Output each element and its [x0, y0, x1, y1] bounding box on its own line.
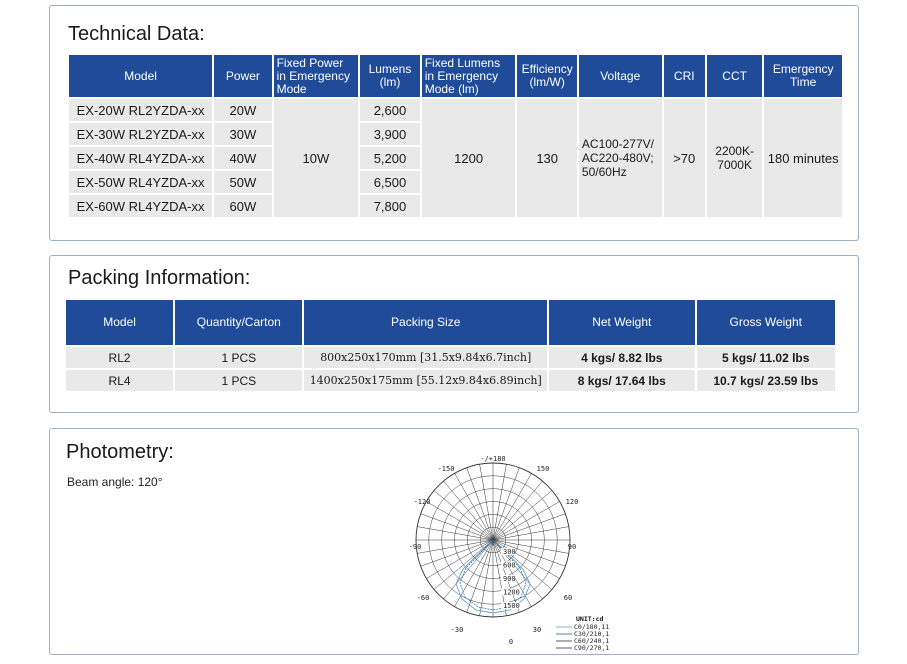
- legend-entry: C60/240,1: [574, 637, 610, 645]
- table-header-row: [66, 300, 835, 345]
- header-fixed-power: Fixed Power in Emergency Mode: [274, 55, 359, 97]
- packing-info-panel: [49, 255, 859, 413]
- model-cell: EX-30W RL2YZDA-xx: [69, 123, 212, 145]
- header-lumens: Lumens (lm): [360, 55, 419, 97]
- cct-cell: 2200K-7000K: [707, 99, 762, 217]
- header-efficiency: Efficiency (lm/W): [517, 55, 576, 97]
- legend-entry: C30/210,1: [574, 630, 610, 638]
- emergency-time-cell: 180 minutes: [764, 99, 842, 217]
- legend-entry: C0/180,11: [574, 623, 610, 631]
- gross-weight-cell: 5 kgs/ 11.02 lbs: [697, 347, 835, 368]
- packing-info-table: [64, 298, 837, 393]
- radial-label: 1500: [503, 602, 520, 610]
- angle-label: 60: [563, 594, 573, 602]
- photometry-title: Photometry:: [66, 441, 174, 463]
- table-row: [66, 370, 835, 391]
- lumens-cell: 5,200: [360, 147, 419, 169]
- packing-size-cell: 800x250x170mm [31.5x9.84x6.7inch]: [304, 347, 547, 368]
- header-packing-size: Packing Size: [304, 300, 547, 345]
- cri-cell: >70: [664, 99, 705, 217]
- header-fixed-lumens: Fixed Lumens in Emergency Mode (lm): [422, 55, 516, 97]
- header-quantity: Quantity/Carton: [175, 300, 302, 345]
- header-power: Power: [214, 55, 271, 97]
- quantity-cell: 1 PCS: [175, 347, 302, 368]
- angle-label: 90: [567, 543, 577, 551]
- fixed-power-cell: 10W: [274, 99, 359, 217]
- model-cell: EX-50W RL4YZDA-xx: [69, 171, 212, 193]
- angle-label: -60: [416, 594, 430, 602]
- technical-data-title: Technical Data:: [68, 23, 205, 45]
- header-emergency-time: Emergency Time: [764, 55, 842, 97]
- angle-label: -120: [413, 498, 431, 506]
- power-cell: 30W: [214, 123, 271, 145]
- power-cell: 50W: [214, 171, 271, 193]
- net-weight-cell: 4 kgs/ 8.82 lbs: [549, 347, 695, 368]
- packing-size-cell: 1400x250x175mm [55.12x9.84x6.89inch]: [304, 370, 547, 391]
- fixed-lumens-cell: 1200: [422, 99, 516, 217]
- quantity-cell: 1 PCS: [175, 370, 302, 391]
- angle-label: -/+180: [480, 455, 506, 463]
- angle-label: 0: [508, 638, 514, 646]
- header-model: Model: [66, 300, 173, 345]
- lumens-cell: 6,500: [360, 171, 419, 193]
- header-voltage: Voltage: [579, 55, 662, 97]
- lumens-cell: 7,800: [360, 195, 419, 217]
- beam-angle-text: Beam angle: 120°: [67, 475, 163, 489]
- angle-label: 30: [532, 626, 542, 634]
- technical-data-panel: [49, 5, 859, 241]
- packing-info-title: Packing Information:: [68, 267, 251, 289]
- gross-weight-cell: 10.7 kgs/ 23.59 lbs: [697, 370, 835, 391]
- header-net-weight: Net Weight: [549, 300, 695, 345]
- power-cell: 40W: [214, 147, 271, 169]
- table-row: [66, 347, 835, 368]
- polar-intensity-diagram: [360, 451, 620, 652]
- header-gross-weight: Gross Weight: [697, 300, 835, 345]
- power-cell: 60W: [214, 195, 271, 217]
- model-cell: EX-60W RL4YZDA-xx: [69, 195, 212, 217]
- header-model: Model: [69, 55, 212, 97]
- lumens-cell: 3,900: [360, 123, 419, 145]
- efficiency-cell: 130: [517, 99, 576, 217]
- table-header-row: [69, 55, 842, 97]
- power-cell: 20W: [214, 99, 271, 121]
- legend-title: UNIT:cd: [576, 615, 604, 623]
- angle-label: 150: [536, 465, 550, 473]
- radial-label: 1200: [503, 588, 520, 597]
- polar-legend: [556, 615, 609, 652]
- voltage-cell: AC100-277V/ AC220-480V; 50/60Hz: [579, 99, 662, 217]
- angle-label: -30: [450, 626, 464, 634]
- radial-label: 600: [503, 561, 516, 570]
- model-cell: EX-40W RL4YZDA-xx: [69, 147, 212, 169]
- model-cell: EX-20W RL2YZDA-xx: [69, 99, 212, 121]
- lumens-cell: 2,600: [360, 99, 419, 121]
- angle-label: -90: [408, 543, 422, 551]
- model-cell: RL2: [66, 347, 173, 368]
- technical-data-table: [67, 53, 844, 219]
- table-row: [69, 99, 842, 121]
- header-cct: CCT: [707, 55, 762, 97]
- header-cri: CRI: [664, 55, 705, 97]
- photometry-panel: [49, 428, 859, 655]
- model-cell: RL4: [66, 370, 173, 391]
- angle-label: 120: [565, 498, 579, 506]
- radial-label: 300: [503, 548, 516, 556]
- net-weight-cell: 8 kgs/ 17.64 lbs: [549, 370, 695, 391]
- radial-label: 900: [503, 575, 516, 583]
- angle-label: -150: [437, 465, 455, 473]
- legend-entry: C90/270,1: [574, 644, 610, 652]
